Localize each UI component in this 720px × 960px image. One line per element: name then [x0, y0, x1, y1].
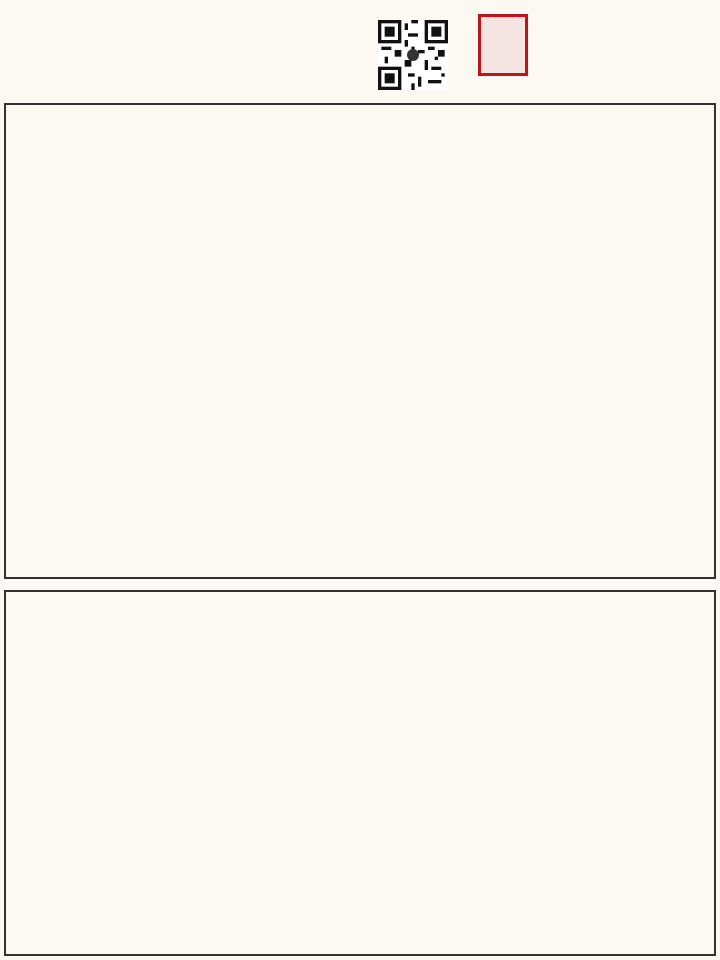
red-seal-logo	[478, 14, 528, 76]
pillars-and-luck-grid	[4, 103, 716, 579]
qr-code-icon	[378, 20, 448, 90]
annual-luck-table	[4, 590, 716, 956]
